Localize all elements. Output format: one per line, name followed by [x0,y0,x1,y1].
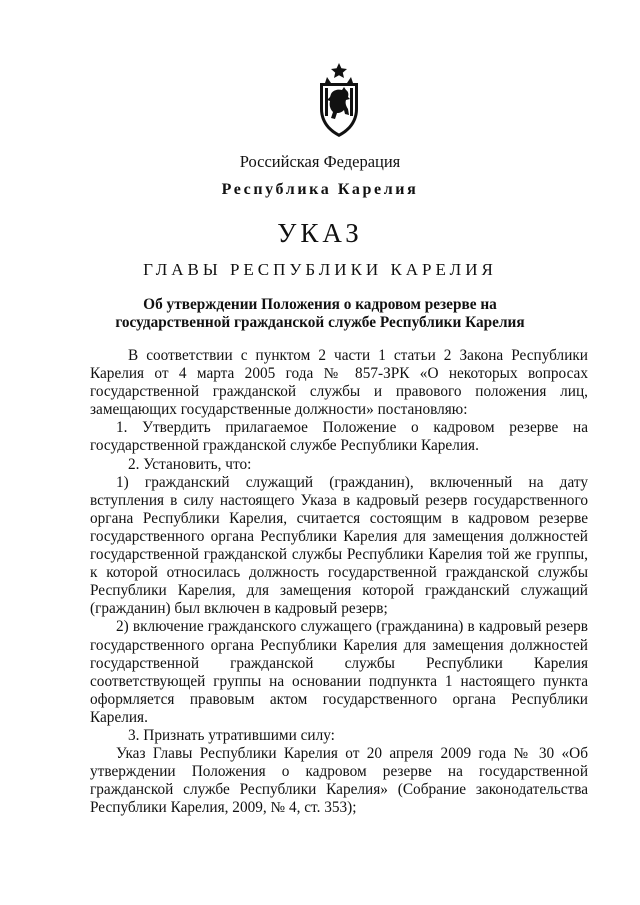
paragraph-subitem-2: 2) включение гражданского служащего (гражданина) в кадровый резерв государственного органа Республики Карелия для замещения должностей государственной гражданской службы Республики Карелия соответствующей группы на основании подпункта 1 настоящего пункта оформляется правовым актом государственного органа Республики Карелия. [90,618,588,726]
karelia-coat-of-arms-icon [313,63,365,139]
issuer-heading: ГЛАВЫ РЕСПУБЛИКИ КАРЕЛИЯ [143,260,497,279]
document-title-line-2: государственной гражданской службе Республики Карелия [115,314,525,331]
republic-title: Республика Карелия [221,181,419,198]
paragraph-item-3: 3. Признать утратившими силу: [128,726,335,744]
paragraph-item-1: 1. Утвердить прилагаемое Положение о кадровом резерве на государственной гражданской службе Республики Карелия. [90,419,588,455]
paragraph-subitem-1: 1) гражданский служащий (гражданин), включенный на дату вступления в силу настоящего Указа в кадровый резерв государственного органа Республики Карелия, считается состоящим в кадровом резерве государственного органа Республики Карелия для замещения должностей государственной гражданской службы Республики Карелия той же группы, к которой относилась должность государственной гражданской службы Республики Карелия, для замещения которой гражданский служащий (гражданин) был включен в кадровый резерв; [90,473,588,618]
paragraph-repealed-decree: Указ Главы Республики Карелия от 20 апреля 2009 года № 30 «Об утверждении Положения о кадровом резерве на государственной гражданской службе Республики Карелия» (Собрание законодательства Республики Карелия, 2009, № 4, ст. 353); [90,745,588,817]
document-title [0,296,640,332]
document-body [90,347,588,817]
decree-heading: УКАЗ [277,218,363,248]
document-title-line-1: Об утверждении Положения о кадровом резерве на [143,296,497,313]
federation-title: Российская Федерация [239,152,401,171]
paragraph-item-2: 2. Установить, что: [128,455,252,473]
paragraph-preamble: В соответствии с пунктом 2 части 1 статьи 2 Закона Республики Карелия от 4 марта 2005 года № 857-ЗРК «О некоторых вопросах государственной гражданской службы и правового положения лиц, замещающих государственные должности» постановляю: [90,347,588,419]
